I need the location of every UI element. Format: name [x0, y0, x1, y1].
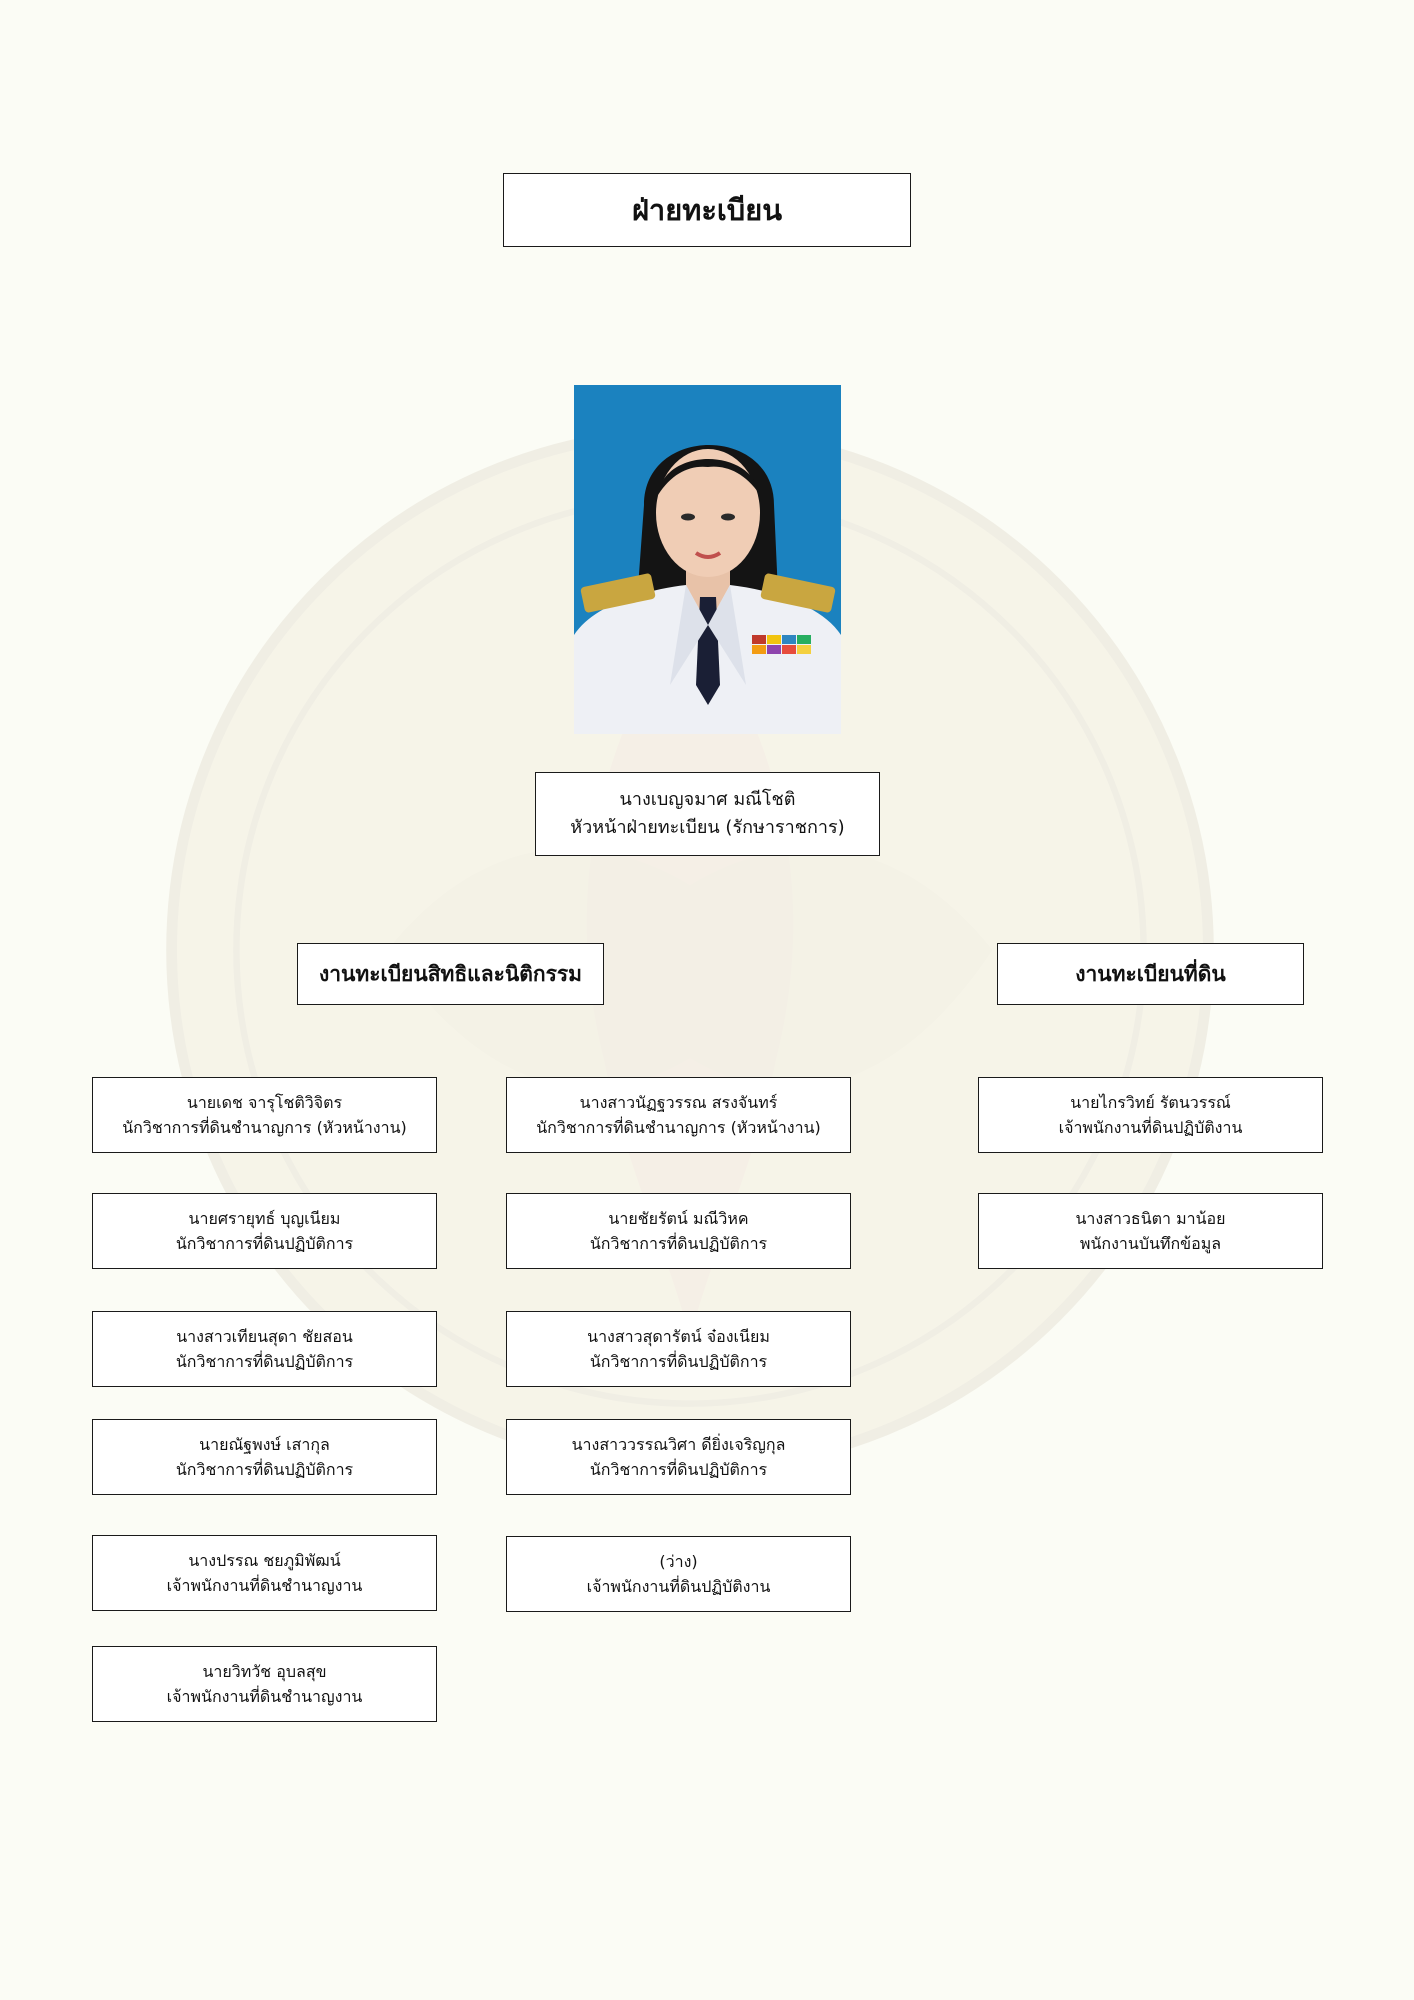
- staff-name: นางสาวนัฏฐวรรณ สรงจันทร์: [579, 1093, 778, 1112]
- staff-card: [506, 1311, 851, 1387]
- head-position: หัวหน้าฝ่ายทะเบียน (รักษาราชการ): [570, 817, 845, 838]
- staff-card: [92, 1419, 437, 1495]
- staff-name: นางปรรณ ชยภูมิพัฒน์: [188, 1551, 341, 1570]
- staff-card: [978, 1077, 1323, 1153]
- staff-position: นักวิชาการที่ดินปฏิบัติการ: [589, 1352, 768, 1371]
- staff-name: นางสาวเทียนสุดา ชัยสอน: [176, 1327, 353, 1346]
- staff-name: นายชัยรัตน์ มณีวิหค: [608, 1209, 749, 1228]
- staff-card: [506, 1077, 851, 1153]
- staff-position: เจ้าพนักงานที่ดินชำนาญงาน: [166, 1687, 363, 1706]
- staff-name: นายวิทวัช อุบลสุข: [202, 1662, 327, 1681]
- staff-position: นักวิชาการที่ดินปฏิบัติการ: [175, 1460, 354, 1479]
- staff-position: นักวิชาการที่ดินปฏิบัติการ: [589, 1460, 768, 1479]
- person-portrait-icon: [574, 385, 841, 734]
- department-title-box: [503, 173, 911, 247]
- staff-position: เจ้าพนักงานที่ดินปฏิบัติงาน: [586, 1577, 771, 1596]
- staff-name: นายเดช จารุโชติวิจิตร: [186, 1093, 343, 1112]
- section-title: งานทะเบียนที่ดิน: [1075, 961, 1226, 986]
- head-photo: [574, 385, 841, 734]
- staff-position: เจ้าพนักงานที่ดินชำนาญงาน: [166, 1576, 363, 1595]
- staff-card: [92, 1193, 437, 1269]
- staff-position: นักวิชาการที่ดินปฏิบัติการ: [175, 1352, 354, 1371]
- section-land-registration-box: [997, 943, 1304, 1005]
- staff-name: นายณัฐพงษ์ เสากุล: [199, 1435, 330, 1454]
- staff-card: [92, 1646, 437, 1722]
- staff-position: พนักงานบันทึกข้อมูล: [1079, 1234, 1222, 1253]
- head-info-box: [535, 772, 880, 856]
- staff-position: นักวิชาการที่ดินชำนาญการ (หัวหน้างาน): [122, 1118, 407, 1137]
- staff-card: [506, 1419, 851, 1495]
- staff-name: นางสาววรรณวิศา ดียิ่งเจริญกุล: [571, 1435, 786, 1454]
- staff-name: นายศรายุทธ์ บุญเนียม: [188, 1209, 341, 1228]
- section-rights-legal-box: [297, 943, 604, 1005]
- head-name: นางเบญจมาศ มณีโชติ: [619, 789, 796, 810]
- staff-position: นักวิชาการที่ดินชำนาญการ (หัวหน้างาน): [536, 1118, 821, 1137]
- staff-card: [978, 1193, 1323, 1269]
- staff-name: นางสาวธนิตา มาน้อย: [1075, 1209, 1226, 1228]
- staff-card: [506, 1193, 851, 1269]
- staff-card: [92, 1311, 437, 1387]
- staff-name: (ว่าง): [659, 1552, 698, 1571]
- staff-card: [92, 1077, 437, 1153]
- staff-position: นักวิชาการที่ดินปฏิบัติการ: [175, 1234, 354, 1253]
- staff-name: นายไกรวิทย์ รัตนวรรณ์: [1070, 1093, 1231, 1112]
- staff-card: [92, 1535, 437, 1611]
- staff-name: นางสาวสุดารัตน์ จ๋องเนียม: [587, 1327, 770, 1346]
- staff-position: เจ้าพนักงานที่ดินปฏิบัติงาน: [1058, 1118, 1243, 1137]
- department-title: ฝ่ายทะเบียน: [631, 193, 783, 227]
- staff-card: [506, 1536, 851, 1612]
- section-title: งานทะเบียนสิทธิและนิติกรรม: [319, 961, 582, 986]
- staff-position: นักวิชาการที่ดินปฏิบัติการ: [589, 1234, 768, 1253]
